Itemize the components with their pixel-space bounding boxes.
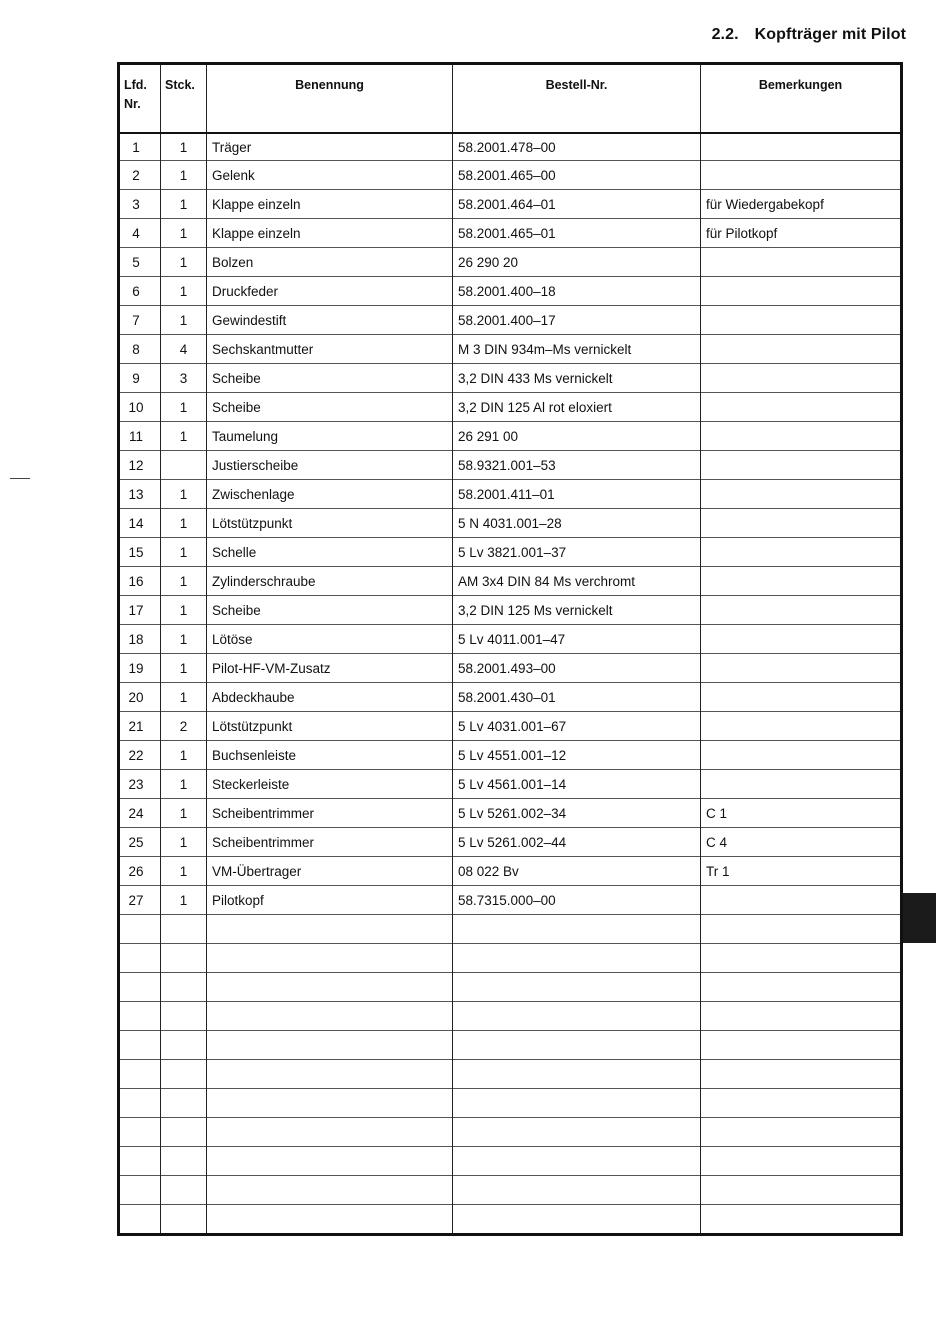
cell-note: Tr 1: [701, 857, 902, 886]
cell-qty: 1: [161, 654, 207, 683]
cell-nr: [119, 944, 161, 973]
cell-note: für Wiedergabekopf: [701, 190, 902, 219]
cell-order: 3,2 DIN 125 Ms vernickelt: [453, 596, 701, 625]
section-title: Kopfträger mit Pilot: [754, 26, 906, 43]
section-number: 2.2.: [711, 26, 739, 43]
cell-note: [701, 480, 902, 509]
cell-nr: 17: [119, 596, 161, 625]
table-row: [119, 422, 902, 451]
cell-nr: 22: [119, 741, 161, 770]
cell-note: [701, 770, 902, 799]
cell-name: [207, 944, 453, 973]
cell-order: 5 Lv 4011.001–47: [453, 625, 701, 654]
cell-qty: 1: [161, 857, 207, 886]
cell-qty: 1: [161, 393, 207, 422]
table-row: [119, 1002, 902, 1031]
cell-qty: 4: [161, 335, 207, 364]
column-header-name: Benennung: [207, 64, 453, 134]
table-row: [119, 509, 902, 538]
cell-name: Scheibe: [207, 393, 453, 422]
cell-order: 58.2001.493–00: [453, 654, 701, 683]
cell-nr: 19: [119, 654, 161, 683]
cell-qty: [161, 1176, 207, 1205]
cell-order: 08 022 Bv: [453, 857, 701, 886]
cell-nr: 1: [132, 139, 140, 155]
cell-qty: 1: [161, 538, 207, 567]
cell-order: [453, 973, 701, 1002]
cell-order: 58.2001.464–01: [453, 190, 701, 219]
cell-qty: [161, 1002, 207, 1031]
cell-nr: 27: [119, 886, 161, 915]
cell-qty: 1: [161, 277, 207, 306]
cell-nr: 13: [119, 480, 161, 509]
cell-note: [701, 161, 902, 190]
cell-order: [453, 1147, 701, 1176]
cell-qty: [161, 944, 207, 973]
cell-order: [453, 1060, 701, 1089]
table-row: [119, 596, 902, 625]
cell-order: 58.2001.478–00: [453, 133, 701, 161]
cell-note: [701, 567, 902, 596]
cell-name: Lötöse: [207, 625, 453, 654]
cell-name: Steckerleiste: [207, 770, 453, 799]
cell-name: Justierscheibe: [207, 451, 453, 480]
cell-name: Pilot-HF-VM-Zusatz: [207, 654, 453, 683]
cell-nr: 7: [119, 306, 161, 335]
cell-qty: 1: [161, 683, 207, 712]
table-row: [119, 712, 902, 741]
cell-name: Träger: [207, 133, 453, 161]
cell-order: 58.2001.400–18: [453, 277, 701, 306]
cell-order: AM 3x4 DIN 84 Ms verchromt: [453, 567, 701, 596]
cell-qty: 1: [161, 306, 207, 335]
cell-qty: 1: [161, 219, 207, 248]
cell-nr: 18: [119, 625, 161, 654]
cell-qty: 1: [161, 190, 207, 219]
cell-name: [207, 915, 453, 944]
cell-qty: [161, 1060, 207, 1089]
column-header-order: Bestell-Nr.: [453, 64, 701, 134]
cell-qty: 1: [161, 741, 207, 770]
cell-note: [701, 509, 902, 538]
table-row: [119, 190, 902, 219]
cell-qty: 3: [161, 364, 207, 393]
cell-name: Gelenk: [207, 161, 453, 190]
table-row: [119, 1176, 902, 1205]
cell-qty: 2: [161, 712, 207, 741]
cell-qty: [161, 1118, 207, 1147]
table-row: [119, 451, 902, 480]
cell-name: Buchsenleiste: [207, 741, 453, 770]
column-header-nr: Lfd. Nr.: [119, 64, 161, 134]
cell-nr: 14: [119, 509, 161, 538]
cell-name: Lötstützpunkt: [207, 509, 453, 538]
cell-name: [207, 1002, 453, 1031]
cell-qty: 1: [161, 886, 207, 915]
cell-nr: [119, 1089, 161, 1118]
margin-mark: [10, 478, 30, 479]
cell-nr: 4: [119, 219, 161, 248]
cell-qty: [161, 973, 207, 1002]
cell-nr: 6: [119, 277, 161, 306]
cell-order: 58.9321.001–53: [453, 451, 701, 480]
table-row: [119, 161, 902, 190]
table-row: [119, 1089, 902, 1118]
cell-qty: [161, 1205, 207, 1235]
cell-name: Gewindestift: [207, 306, 453, 335]
cell-order: 26 291 00: [453, 422, 701, 451]
table-header-row: [119, 64, 902, 134]
cell-order: [453, 944, 701, 973]
cell-note: [701, 596, 902, 625]
cell-note: [701, 277, 902, 306]
table-row: [119, 683, 902, 712]
cell-note: [701, 335, 902, 364]
cell-name: [207, 1089, 453, 1118]
cell-note: für Pilotkopf: [701, 219, 902, 248]
cell-note: [701, 1147, 902, 1176]
parts-table: [117, 62, 903, 1236]
cell-order: 58.2001.411–01: [453, 480, 701, 509]
cell-name: [207, 973, 453, 1002]
table-row: [119, 944, 902, 973]
cell-nr: 9: [119, 364, 161, 393]
table-row: [119, 133, 902, 161]
table-row: [119, 973, 902, 1002]
cell-name: Abdeckhaube: [207, 683, 453, 712]
cell-qty: 1: [161, 248, 207, 277]
cell-name: Zwischenlage: [207, 480, 453, 509]
table-row: [119, 625, 902, 654]
cell-qty: 1: [161, 770, 207, 799]
cell-note: [701, 1176, 902, 1205]
cell-name: [207, 1031, 453, 1060]
table-row: [119, 1118, 902, 1147]
cell-nr: [119, 915, 161, 944]
cell-nr: 8: [119, 335, 161, 364]
cell-order: 58.7315.000–00: [453, 886, 701, 915]
cell-note: [701, 683, 902, 712]
cell-name: Lötstützpunkt: [207, 712, 453, 741]
table-row: [119, 886, 902, 915]
cell-nr: 5: [119, 248, 161, 277]
cell-qty: [161, 915, 207, 944]
cell-note: [701, 712, 902, 741]
cell-qty: 1: [161, 509, 207, 538]
table-row: [119, 741, 902, 770]
cell-nr: 12: [119, 451, 161, 480]
table-row: [119, 654, 902, 683]
cell-note: [701, 1205, 902, 1235]
cell-note: [701, 1118, 902, 1147]
cell-nr: 21: [119, 712, 161, 741]
cell-order: [453, 915, 701, 944]
cell-nr: 10: [119, 393, 161, 422]
cell-order: 5 Lv 4031.001–67: [453, 712, 701, 741]
cell-name: Scheibentrimmer: [207, 828, 453, 857]
cell-order: 26 290 20: [453, 248, 701, 277]
table-row: [119, 1147, 902, 1176]
table-row: [119, 770, 902, 799]
cell-nr: 2: [119, 161, 161, 190]
table-row: [119, 1205, 902, 1235]
cell-qty: [161, 451, 207, 480]
cell-note: [701, 1031, 902, 1060]
cell-order: 5 Lv 4551.001–12: [453, 741, 701, 770]
cell-note: [701, 248, 902, 277]
column-header-qty: Stck.: [161, 64, 207, 134]
cell-note: [701, 654, 902, 683]
cell-note: [701, 915, 902, 944]
cell-name: Pilotkopf: [207, 886, 453, 915]
cell-qty: 1: [161, 161, 207, 190]
cell-nr: 3: [119, 190, 161, 219]
cell-name: VM-Übertrager: [207, 857, 453, 886]
cell-order: 58.2001.430–01: [453, 683, 701, 712]
cell-name: [207, 1118, 453, 1147]
cell-note: [701, 1060, 902, 1089]
cell-note: [701, 625, 902, 654]
cell-order: 5 Lv 4561.001–14: [453, 770, 701, 799]
cell-name: [207, 1205, 453, 1235]
cell-nr: [119, 1031, 161, 1060]
cell-name: [207, 1176, 453, 1205]
cell-name: Klappe einzeln: [207, 219, 453, 248]
cell-name: Zylinderschraube: [207, 567, 453, 596]
cell-nr: 20: [119, 683, 161, 712]
cell-nr: [119, 1205, 161, 1235]
cell-note: [701, 886, 902, 915]
cell-qty: 1: [161, 567, 207, 596]
cell-qty: 1: [161, 625, 207, 654]
cell-nr: 16: [119, 567, 161, 596]
table-row: [119, 1060, 902, 1089]
cell-note: [701, 393, 902, 422]
table-row: [119, 915, 902, 944]
cell-note: [701, 973, 902, 1002]
cell-qty: [161, 1031, 207, 1060]
cell-note: [701, 451, 902, 480]
table-row: [119, 567, 902, 596]
cell-qty: 1: [161, 480, 207, 509]
cell-name: Bolzen: [207, 248, 453, 277]
cell-qty: 1: [161, 799, 207, 828]
cell-order: [453, 1176, 701, 1205]
cell-name: Scheibe: [207, 596, 453, 625]
cell-nr: [119, 1060, 161, 1089]
cell-nr: 26: [119, 857, 161, 886]
cell-qty: 1: [161, 596, 207, 625]
cell-order: [453, 1205, 701, 1235]
cell-order: [453, 1089, 701, 1118]
cell-note: [701, 741, 902, 770]
cell-order: 5 Lv 5261.002–34: [453, 799, 701, 828]
table-row: [119, 219, 902, 248]
cell-nr: [119, 1002, 161, 1031]
cell-nr: [119, 1147, 161, 1176]
cell-nr: 23: [119, 770, 161, 799]
cell-order: 5 N 4031.001–28: [453, 509, 701, 538]
cell-order: [453, 1002, 701, 1031]
cell-name: Schelle: [207, 538, 453, 567]
cell-order: 3,2 DIN 125 Al rot eloxiert: [453, 393, 701, 422]
section-index-tab: [900, 893, 936, 943]
cell-note: [701, 422, 902, 451]
table-row: [119, 480, 902, 509]
cell-order: M 3 DIN 934m–Ms vernickelt: [453, 335, 701, 364]
page-title: [712, 26, 906, 44]
cell-qty: [161, 1147, 207, 1176]
cell-qty: 1: [161, 133, 207, 161]
cell-name: Klappe einzeln: [207, 190, 453, 219]
cell-order: 5 Lv 5261.002–44: [453, 828, 701, 857]
cell-name: [207, 1147, 453, 1176]
cell-order: [453, 1031, 701, 1060]
table-row: [119, 306, 902, 335]
cell-qty: 1: [161, 422, 207, 451]
cell-name: Scheibentrimmer: [207, 799, 453, 828]
cell-name: Scheibe: [207, 364, 453, 393]
table-row: [119, 857, 902, 886]
cell-note: [701, 1002, 902, 1031]
cell-order: 3,2 DIN 433 Ms vernickelt: [453, 364, 701, 393]
cell-qty: 1: [161, 828, 207, 857]
column-header-note: Bemerkungen: [701, 64, 902, 134]
table-row: [119, 799, 902, 828]
table-row: [119, 393, 902, 422]
cell-note: C 4: [701, 828, 902, 857]
cell-nr: 15: [119, 538, 161, 567]
cell-order: [453, 1118, 701, 1147]
cell-nr: 11: [119, 422, 161, 451]
cell-name: [207, 1060, 453, 1089]
cell-nr: 24: [119, 799, 161, 828]
cell-order: 58.2001.400–17: [453, 306, 701, 335]
table-row: [119, 828, 902, 857]
cell-qty: [161, 1089, 207, 1118]
table-row: [119, 1031, 902, 1060]
cell-nr: [119, 973, 161, 1002]
table-row: [119, 277, 902, 306]
cell-name: Taumelung: [207, 422, 453, 451]
cell-name: Sechskantmutter: [207, 335, 453, 364]
cell-note: [701, 944, 902, 973]
cell-nr: [119, 1118, 161, 1147]
cell-nr: 25: [119, 828, 161, 857]
cell-note: [701, 133, 902, 161]
cell-note: [701, 1089, 902, 1118]
cell-nr: [119, 1176, 161, 1205]
table-row: [119, 248, 902, 277]
cell-order: 58.2001.465–00: [453, 161, 701, 190]
cell-note: C 1: [701, 799, 902, 828]
cell-order: 5 Lv 3821.001–37: [453, 538, 701, 567]
cell-note: [701, 364, 902, 393]
cell-note: [701, 306, 902, 335]
cell-note: [701, 538, 902, 567]
table-row: [119, 538, 902, 567]
table-row: [119, 335, 902, 364]
cell-name: Druckfeder: [207, 277, 453, 306]
cell-order: 58.2001.465–01: [453, 219, 701, 248]
table-row: [119, 364, 902, 393]
